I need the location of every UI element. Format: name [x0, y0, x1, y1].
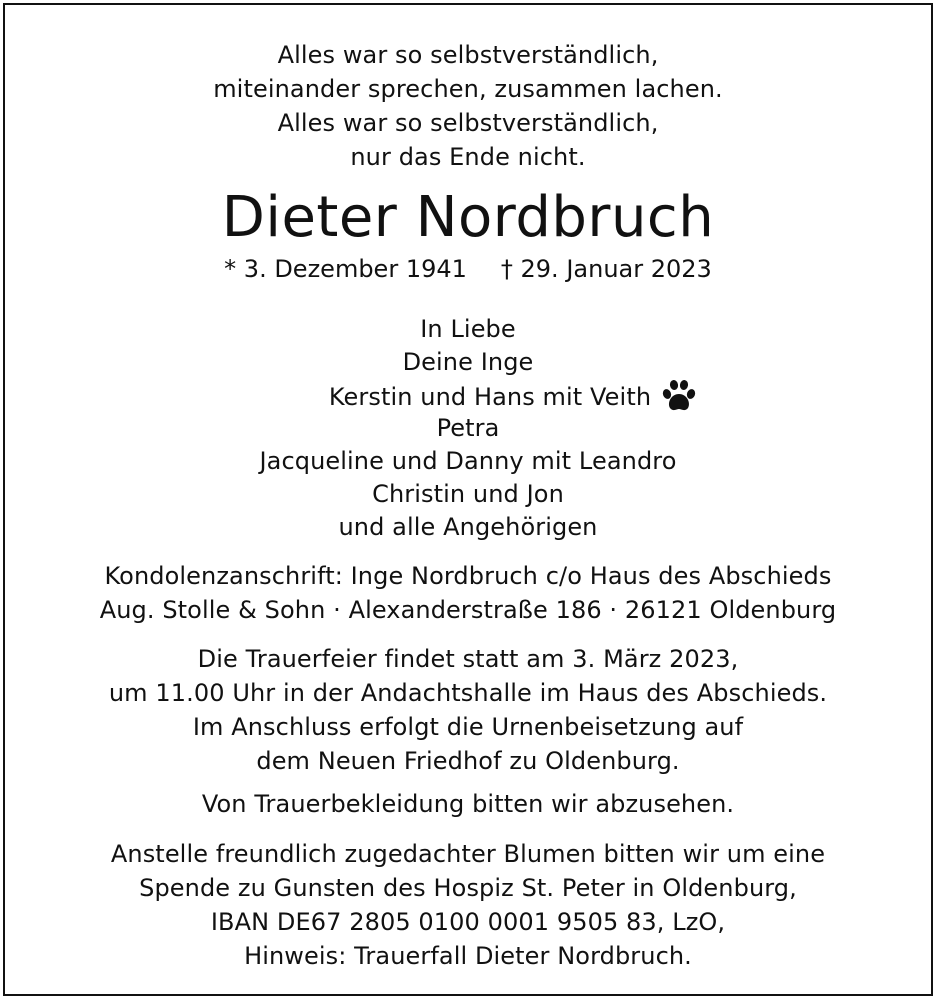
- obituary-frame: [3, 3, 933, 996]
- life-dates: [5, 253, 931, 286]
- deceased-name: Dieter Nordbruch: [221, 185, 715, 250]
- dress-note: Von Trauerbekleidung bitten wir abzusehen.: [201, 790, 735, 818]
- family-member-4: Jacqueline und Danny mit Leandro: [259, 447, 677, 475]
- ceremony-line-2: um 11.00 Uhr in der Andachtshalle im Haus des Abschieds.: [108, 679, 828, 707]
- poem-line-3: Alles war so selbstverständlich,: [277, 109, 659, 137]
- family-member-2-row: [5, 379, 931, 414]
- condolence-line-1: Kondolenzanschrift: Inge Nordbruch c/o Haus des Abschieds: [104, 562, 832, 590]
- donation-line-2: Spende zu Gunsten des Hospiz St. Peter in Oldenburg,: [139, 874, 797, 902]
- ceremony-line-3: Im Anschluss erfolgt die Urnenbeisetzung auf: [192, 713, 744, 741]
- ceremony-line-4: dem Neuen Friedhof zu Oldenburg.: [256, 747, 680, 775]
- family-member-1: Deine Inge: [402, 348, 534, 376]
- ceremony-line-1: Die Trauerfeier findet statt am 3. März 2023,: [197, 645, 739, 673]
- birth-date: * 3. Dezember 1941: [224, 255, 467, 283]
- condolence-line-2: Aug. Stolle & Sohn · Alexanderstraße 186 · 26121 Oldenburg: [99, 596, 837, 624]
- donation-line-3: IBAN DE67 2805 0100 0001 9505 83, LzO,: [210, 908, 726, 936]
- family-member-3: Petra: [436, 414, 500, 442]
- family-intro: In Liebe: [420, 315, 516, 343]
- death-date: † 29. Januar 2023: [500, 255, 712, 283]
- poem-line-2: miteinander sprechen, zusammen lachen.: [213, 75, 723, 103]
- poem-line-4: nur das Ende nicht.: [350, 143, 586, 171]
- family-member-5: Christin und Jon: [372, 480, 564, 508]
- donation-line-1: Anstelle freundlich zugedachter Blumen bitten wir um eine: [110, 840, 826, 868]
- paw-print-icon: [661, 379, 697, 413]
- family-member-2: Kerstin und Hans mit Veith: [328, 383, 652, 411]
- poem-line-1: Alles war so selbstverständlich,: [277, 41, 659, 69]
- family-member-6: und alle Angehörigen: [338, 513, 598, 541]
- donation-line-4: Hinweis: Trauerfall Dieter Nordbruch.: [244, 942, 692, 970]
